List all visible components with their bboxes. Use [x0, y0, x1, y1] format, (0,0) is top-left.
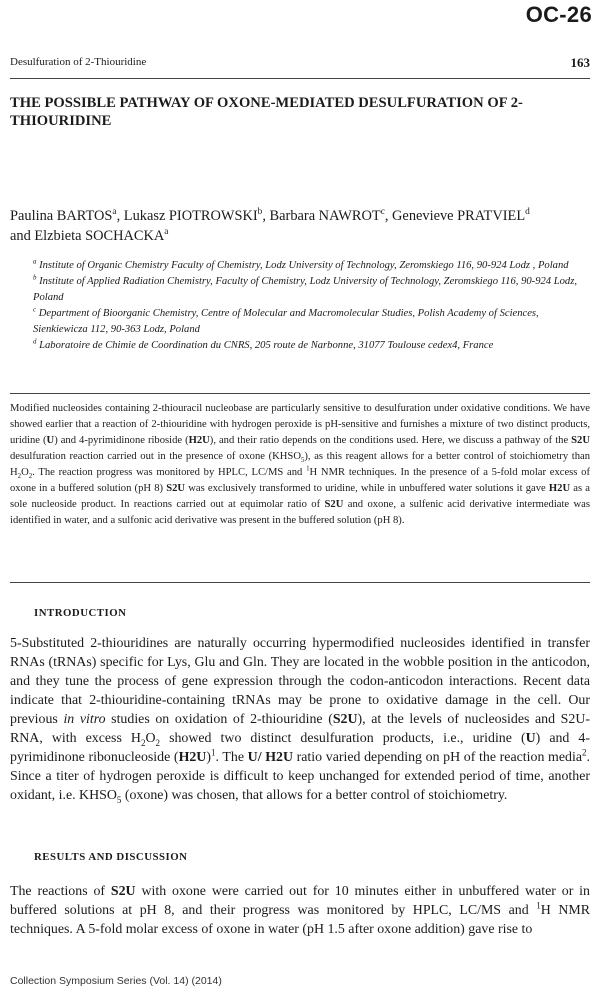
- superscript: 1: [306, 465, 310, 473]
- compound-label: H2U: [188, 435, 210, 446]
- abstract-text: O: [21, 467, 29, 478]
- body-text: O: [145, 731, 156, 746]
- author: Paulina BARTOS: [10, 208, 113, 224]
- section-heading-introduction: INTRODUCTION: [34, 607, 127, 619]
- reference-mark: 2: [582, 747, 587, 758]
- author-list: [10, 206, 592, 246]
- abstract-text: Modified nucleosides containing 2-thiouracil nucleobase are particularly sensitive to desulfuration under oxidative conditions. We have showed earlier that a reaction of 2-thiouridine with hydrogen peroxide is pH-sensitive and furnishes a mixture of two distinct products, uridine (: [10, 403, 590, 446]
- affiliation-text: Institute of Applied Radiation Chemistry, Faculty of Chemistry, Lodz University of Technology, Zeromskiego 116, 90-924 Lodz, Poland: [33, 276, 577, 303]
- affiliation: [33, 338, 590, 354]
- italic-term: in vitro: [63, 712, 106, 727]
- author: , Genevieve PRATVIEL: [384, 208, 526, 224]
- body-text: ) and 4-pyrimidinone ribonucleoside (: [10, 731, 590, 765]
- body-text: showed two distinct desulfuration products, i.e., uridine (: [160, 731, 526, 746]
- author-affil-mark: d: [525, 207, 530, 218]
- author-affil-mark: a: [112, 207, 117, 218]
- compound-label: S2U: [332, 712, 358, 727]
- footer-series: Collection Symposium Series (Vol. 14) (2014): [10, 975, 222, 987]
- body-text: . The: [215, 750, 248, 765]
- introduction-paragraph: [10, 634, 590, 805]
- body-text: ): [206, 750, 211, 765]
- subscript: 5: [300, 457, 305, 465]
- affiliation-mark: a: [33, 258, 37, 266]
- author: , Barbara NAWROT: [262, 208, 381, 224]
- body-text: studies on oxidation of 2-thiouridine (: [105, 712, 333, 727]
- abstract-text: and oxone, a sulfenic acid derivative intermediate was identified in water, and a sulfonic acid derivative was present in the buffered solution (pH 8).: [10, 499, 590, 526]
- author: and Elzbieta SOCHACKA: [10, 228, 165, 244]
- abstract-text: ), and their ratio depends on the conditions used. Here, we discuss a pathway of the: [209, 435, 572, 446]
- compound-label: S2U: [110, 884, 136, 899]
- compound-label: S2U: [324, 499, 344, 510]
- affiliation-mark: b: [33, 274, 37, 282]
- author-affil-mark: a: [164, 227, 169, 238]
- body-text: with oxone were carried out for 10 minutes either in unbuffered water or in buffered solutions at pH 8, and their progress was monitored by HPLC, LC/MS and: [10, 884, 590, 918]
- affiliation-text: Department of Bioorganic Chemistry, Centre of Molecular and Macromolecular Studies, Polish Academy of Sciences, Sienkiewicza 112, 90-363 Lodz, Poland: [33, 308, 539, 335]
- subscript: 2: [17, 473, 22, 481]
- abstract-text: desulfuration reaction carried out in the presence of oxone (KHSO: [10, 451, 301, 462]
- affiliation: [33, 274, 590, 306]
- subscript: 2: [28, 473, 33, 481]
- reference-mark: 1: [211, 747, 216, 758]
- abstract-text: was exclusively transformed to uridine, while in unbuffered water solutions it gave: [185, 483, 549, 494]
- affiliation-text: Institute of Organic Chemistry Faculty of Chemistry, Lodz University of Technology, Zeromskiego 116, 90-924 Lodz , Poland: [36, 260, 569, 271]
- compound-label: H2U: [548, 483, 571, 494]
- abstract: [10, 401, 590, 529]
- section-heading-results: RESULTS AND DISCUSSION: [34, 851, 188, 863]
- subscript: 5: [116, 794, 122, 805]
- compound-label: S2U: [571, 435, 590, 446]
- affiliation: [33, 258, 590, 274]
- affiliation: [33, 306, 590, 338]
- compound-label: H2U: [178, 750, 207, 765]
- affiliation-mark: d: [33, 338, 37, 346]
- paper-title: THE POSSIBLE PATHWAY OF OXONE-MEDIATED DESULFURATION OF 2-THIOURIDINE: [10, 95, 523, 129]
- subscript: 2: [140, 737, 146, 748]
- author-affil-mark: b: [257, 207, 263, 218]
- abstract-bottom-rule: [10, 582, 590, 583]
- compound-label: U: [525, 731, 536, 746]
- abstract-text: ), as this reagent allows for a better control of stoichiometry than H: [10, 451, 590, 478]
- superscript: 1: [536, 900, 541, 911]
- body-text: ratio varied depending on pH of the reaction media: [292, 750, 582, 765]
- compound-label: U/ H2U: [247, 750, 293, 765]
- author-affil-mark: c: [380, 207, 385, 218]
- page-number: 163: [570, 55, 590, 70]
- abstract-text: ) and 4-pyrimidinone riboside (: [54, 435, 189, 446]
- abstract-text: H NMR techniques. In the presence of a 5-fold molar excess of oxone in a buffered solution (pH 8): [10, 467, 590, 494]
- session-code: OC-26: [525, 2, 592, 27]
- author: , Lukasz PIOTROWSKI: [116, 208, 258, 224]
- abstract-text: as a sole nucleoside product. In reactions carried out at equimolar ratio of: [10, 483, 590, 510]
- body-text: H NMR techniques. A 5-fold molar excess of oxone in water (pH 1.5 after oxone addition) gave rise to: [10, 903, 590, 937]
- body-text: (oxone) was chosen, that allows for a better control of stoichiometry.: [121, 788, 508, 803]
- body-text: The reactions of: [10, 884, 111, 899]
- body-text: 5-Substituted 2-thiouridines are naturally occurring hypermodified nucleosides identified in transfer RNAs (tRNAs) specific for Lys, Glu and Gln. They are located in the wobble position in the anticodon, and they tune the process of gene expression through the codon-anticodon interactions. Recent data indicate that 2-thiouridine-containing tRNAs may be prone to oxidative damage in the cell. Our previous: [10, 636, 590, 727]
- header-rule: [10, 78, 590, 79]
- results-paragraph: [10, 882, 590, 939]
- affiliation-mark: c: [33, 306, 37, 314]
- abstract-top-rule: [10, 393, 590, 394]
- affiliation-list: [33, 258, 590, 354]
- body-text: ), at the levels of nucleosides and S2U-RNA, with excess H: [10, 712, 590, 746]
- compound-label: S2U: [166, 483, 186, 494]
- running-head-title: Desulfuration of 2-Thiouridine: [10, 56, 147, 68]
- subscript: 2: [155, 737, 161, 748]
- running-head: [10, 56, 590, 68]
- compound-label: U: [46, 435, 55, 446]
- abstract-text: . The reaction progress was monitored by HPLC, LC/MS and: [32, 467, 307, 478]
- affiliation-text: Laboratoire de Chimie de Coordination du CNRS, 205 route de Narbonne, 31077 Toulouse cedex4, France: [36, 340, 494, 351]
- body-text: . Since a titer of hydrogen peroxide is difficult to keep unchanged for extended period of time, another oxidant, i.e. KHSO: [10, 750, 590, 803]
